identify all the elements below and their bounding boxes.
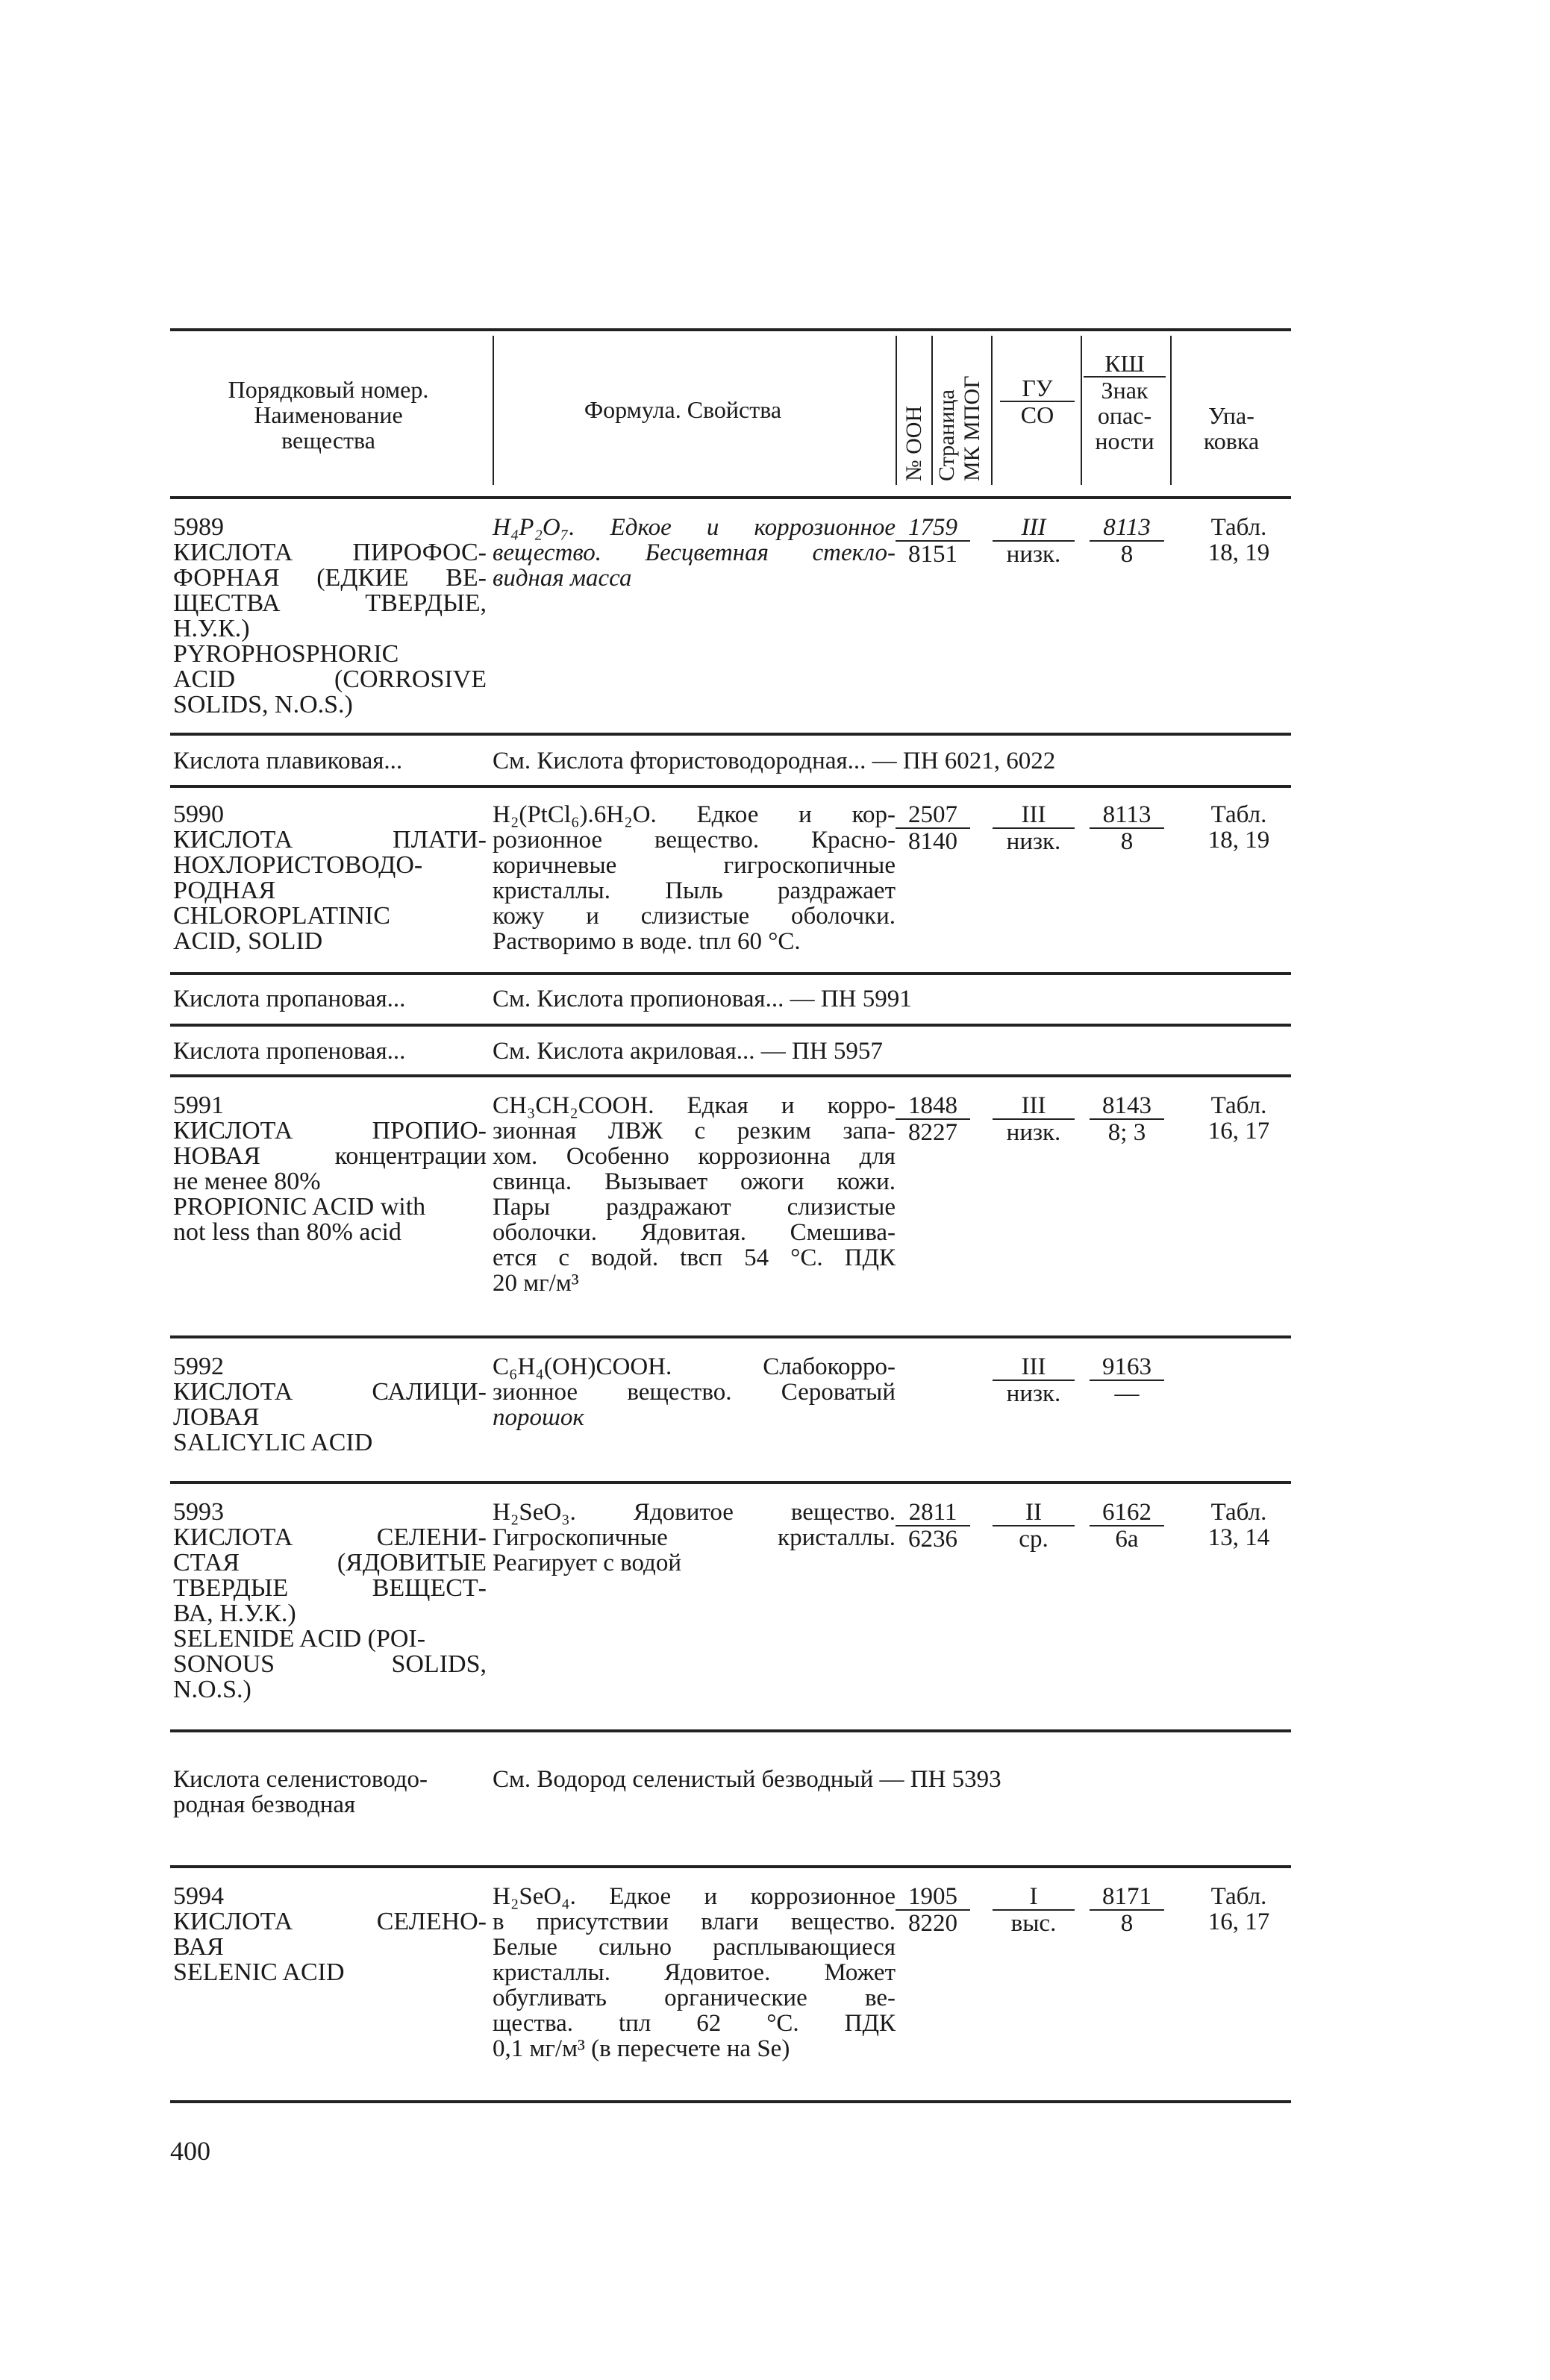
entry-name-line: SONOUS SOLIDS, xyxy=(173,1650,487,1678)
entry-name-line: РОДНАЯ xyxy=(173,877,276,904)
entry-name-line: SELENIC ACID xyxy=(173,1958,345,1986)
header-name-line: Порядковый номер. xyxy=(228,376,429,403)
header-formula-column: Формула. Свойства xyxy=(584,396,782,423)
header-top-rule xyxy=(170,328,1291,331)
entry-name-line: КИСЛОТА СЕЛЕНИ- xyxy=(173,1523,487,1551)
header-name-line: Наименование xyxy=(254,401,403,428)
danger-sign-value: 8 xyxy=(1120,1910,1134,1937)
gu-value: III xyxy=(993,802,1075,829)
entry-name-line: КИСЛОТА ПЛАТИ- xyxy=(173,826,487,854)
entry-name-line: not less than 80% acid xyxy=(173,1218,401,1246)
entry-5992-gu-co xyxy=(993,1354,1075,1406)
ksh-value: 8143 xyxy=(1090,1093,1164,1120)
entry-property-line: Гигроскопичные кристаллы. xyxy=(493,1524,896,1551)
page-number: 400 xyxy=(170,2136,210,2166)
entry-5990-name xyxy=(173,802,487,954)
header-bottom-rule xyxy=(170,496,1291,499)
page-number-ref: 8151 xyxy=(908,541,957,568)
entry-5994-name xyxy=(173,1884,487,1985)
entry-name-line: КИСЛОТА САЛИЦИ- xyxy=(173,1378,487,1406)
entry-5989-gu-co xyxy=(993,515,1075,567)
entry-property-line: H₂SeO₃. Ядовитое вещество. xyxy=(493,1499,896,1526)
xref-text: См. Кислота пропионовая... — ПН 5991 xyxy=(493,986,912,1012)
header-divider xyxy=(1170,336,1172,485)
entry-name-line: ФОРНАЯ (ЕДКИЕ ВЕ- xyxy=(173,564,487,592)
gu-value: I xyxy=(993,1884,1075,1911)
entry-5990-un-page xyxy=(896,802,970,854)
header-divider xyxy=(931,336,933,485)
xref-text: См. Кислота фтористоводородная... — ПН 6021, 6022 xyxy=(493,748,1056,774)
entry-number: 5989 xyxy=(173,513,224,541)
gu-value: III xyxy=(993,515,1075,542)
co-value: низк. xyxy=(1006,1380,1061,1407)
entry-rule xyxy=(170,1865,1291,1868)
entry-name-line: КИСЛОТА ПРОПИО- xyxy=(173,1117,487,1144)
xref-name xyxy=(173,1767,428,1817)
header-co-label: СО xyxy=(1020,401,1054,428)
entry-name-line: N.O.S.) xyxy=(173,1676,251,1703)
packaging-line: 13, 14 xyxy=(1207,1524,1270,1551)
entry-5993-properties xyxy=(493,1500,896,1576)
header-pack-line: Упа- xyxy=(1208,402,1254,429)
un-number: 1905 xyxy=(896,1884,970,1911)
entry-rule xyxy=(170,733,1291,736)
ksh-value: 6162 xyxy=(1090,1500,1164,1526)
entry-5993-packaging xyxy=(1198,1500,1280,1550)
entry-property-line: 0,1 мг/м³ (в пересчете на Se) xyxy=(493,2035,790,2062)
packaging-line: 16, 17 xyxy=(1207,1908,1270,1935)
xref-name: Кислота пропановая... xyxy=(173,986,406,1012)
entry-5989-name xyxy=(173,515,487,718)
entry-property-line: видная масса xyxy=(493,565,632,592)
header-ksh-column xyxy=(1084,351,1166,454)
header-sign-label: Знак xyxy=(1101,377,1149,404)
entry-property-line: хом. Особенно коррозионна для xyxy=(493,1143,896,1170)
entry-name-line: ЛОВАЯ xyxy=(173,1403,260,1431)
entry-property-line: в присутствии влаги вещество. xyxy=(493,1908,896,1935)
entry-rule xyxy=(170,2100,1291,2103)
entry-5994-packaging xyxy=(1198,1884,1280,1935)
header-pack-column xyxy=(1183,403,1280,454)
danger-sign-value: 8 xyxy=(1120,541,1134,568)
entry-5989-packaging xyxy=(1198,515,1280,566)
packaging-line: Табл. xyxy=(1210,1499,1267,1526)
entry-5991-un-page xyxy=(896,1093,970,1145)
danger-sign-value: 8; 3 xyxy=(1107,1119,1146,1146)
un-number: 1759 xyxy=(896,515,970,542)
entry-5989-properties xyxy=(493,515,896,591)
entry-5994-ksh-sign xyxy=(1090,1884,1164,1936)
header-name-column xyxy=(187,377,470,453)
packaging-line: Табл. xyxy=(1210,801,1267,828)
xref-name: Кислота пропеновая... xyxy=(173,1038,406,1065)
packaging-line: 18, 19 xyxy=(1207,827,1270,854)
header-divider xyxy=(493,336,494,485)
co-value: низк. xyxy=(1006,828,1061,855)
entry-property-line: 20 мг/м³ xyxy=(493,1270,579,1297)
ksh-value: 9163 xyxy=(1090,1354,1164,1381)
entry-5993-un-page xyxy=(896,1500,970,1552)
entry-name-line: КИСЛОТА СЕЛЕНО- xyxy=(173,1908,487,1935)
danger-sign-value: 6а xyxy=(1115,1526,1139,1553)
xref-name-line: Кислота селенистоводо- xyxy=(173,1766,428,1793)
entry-name-line: ВА, Н.У.К.) xyxy=(173,1600,296,1627)
header-pack-line: ковка xyxy=(1203,428,1260,454)
ksh-value: 8113 xyxy=(1090,802,1164,829)
header-divider xyxy=(896,336,897,485)
entry-5990-ksh-sign xyxy=(1090,802,1164,854)
un-number: 2811 xyxy=(896,1500,970,1526)
xref-text: См. Водород селенистый безводный — ПН 5393 xyxy=(493,1766,1001,1793)
entry-number: 5992 xyxy=(173,1353,224,1380)
entry-property-line: Растворимо в воде. tпл 60 °C. xyxy=(493,928,801,955)
page-number-ref: 8140 xyxy=(908,828,957,855)
entry-rule xyxy=(170,1481,1291,1484)
header-page-column-2: МК МПОГ xyxy=(960,375,984,481)
entry-name-line: ЩЕСТВА ТВЕРДЫЕ, xyxy=(173,589,487,617)
entry-5994-un-page xyxy=(896,1884,970,1936)
entry-5990-gu-co xyxy=(993,802,1075,854)
entry-property-line: коричневые гигроскопичные xyxy=(493,852,896,879)
header-name-line: вещества xyxy=(281,427,375,454)
entry-name-line: ТВЕРДЫЕ ВЕЩЕСТ- xyxy=(173,1574,487,1602)
entry-5993-ksh-sign xyxy=(1090,1500,1164,1552)
entry-name-line: СТАЯ (ЯДОВИТЫЕ xyxy=(173,1549,487,1576)
entry-number: 5993 xyxy=(173,1498,224,1526)
entry-5992-ksh-sign xyxy=(1090,1354,1164,1406)
entry-5994-properties xyxy=(493,1884,896,2061)
header-gu-label: ГУ xyxy=(1000,375,1075,402)
packaging-line: Табл. xyxy=(1210,1883,1267,1910)
entry-property-line: H₄P₂O₇. Едкое и коррозионное xyxy=(493,514,896,541)
entry-name-line: PROPIONIC ACID with xyxy=(173,1193,426,1221)
entry-property-line: Пары раздражают слизистые xyxy=(493,1194,896,1221)
xref-text: См. Кислота акриловая... — ПН 5957 xyxy=(493,1038,883,1065)
entry-property-line: H₂SeO₄. Едкое и коррозионное xyxy=(493,1883,896,1910)
entry-5991-packaging xyxy=(1198,1093,1280,1144)
entry-rule xyxy=(170,785,1291,788)
co-value: ср. xyxy=(1019,1526,1049,1553)
gu-value: III xyxy=(993,1354,1075,1381)
entry-property-line: щества. tпл 62 °C. ПДК xyxy=(493,2010,896,2037)
entry-property-line: кристаллы. Пыль раздражает xyxy=(493,877,896,904)
entry-5989-ksh-sign xyxy=(1090,515,1164,567)
entry-5994-gu-co xyxy=(993,1884,1075,1936)
xref-name-line: родная безводная xyxy=(173,1791,356,1818)
un-number: 2507 xyxy=(896,802,970,829)
entry-property-line: порошок xyxy=(493,1404,584,1431)
entry-property-line: кожу и слизистые оболочки. xyxy=(493,903,896,930)
entry-5992-name xyxy=(173,1354,487,1456)
entry-property-line: обугливать органические ве- xyxy=(493,1985,896,2011)
entry-number: 5991 xyxy=(173,1092,224,1119)
co-value: низк. xyxy=(1006,541,1061,568)
packaging-line: Табл. xyxy=(1210,514,1267,541)
entry-5989-un-page xyxy=(896,515,970,567)
entry-property-line: H₂(PtCl₆).6H₂O. Едкое и кор- xyxy=(493,801,896,828)
packaging-line: 18, 19 xyxy=(1207,539,1270,566)
entry-5991-properties xyxy=(493,1093,896,1296)
ksh-value: 8113 xyxy=(1090,515,1164,542)
gu-value: III xyxy=(993,1093,1075,1120)
entry-rule xyxy=(170,1335,1291,1338)
entry-name-line: НОВАЯ концентрации xyxy=(173,1142,487,1170)
entry-property-line: C₆H₄(OH)COOH. Слабокорро- xyxy=(493,1353,896,1380)
entry-property-line: Белые сильно расплывающиеся xyxy=(493,1934,896,1961)
header-sign-label: ности xyxy=(1095,428,1154,454)
danger-sign-value: 8 xyxy=(1120,828,1134,855)
entry-rule xyxy=(170,972,1291,975)
entry-name-line: SALICYLIC ACID xyxy=(173,1429,373,1456)
packaging-line: Табл. xyxy=(1210,1092,1267,1119)
entry-property-line: зионное вещество. Сероватый xyxy=(493,1379,896,1406)
entry-5991-ksh-sign xyxy=(1090,1093,1164,1145)
entry-property-line: вещество. Бесцветная стекло- xyxy=(493,539,896,566)
entry-name-line: PYROPHOSPHORIC xyxy=(173,640,399,668)
entry-name-line: НОХЛОРИСТОВОДО- xyxy=(173,851,423,879)
danger-sign-value: — xyxy=(1114,1380,1140,1407)
entry-5991-gu-co xyxy=(993,1093,1075,1145)
header-ksh-label: КШ xyxy=(1084,351,1166,378)
entry-property-line: зионная ЛВЖ с резким запа- xyxy=(493,1118,896,1144)
entry-name-line: CHLOROPLATINIC xyxy=(173,902,390,930)
entry-rule xyxy=(170,1024,1291,1027)
entry-name-line: КИСЛОТА ПИРОФОС- xyxy=(173,539,487,566)
entry-5990-packaging xyxy=(1198,802,1280,853)
entry-rule xyxy=(170,1074,1291,1077)
entry-number: 5994 xyxy=(173,1882,224,1910)
header-sign-label: опас- xyxy=(1097,402,1152,429)
header-un-column: № ООН xyxy=(901,405,926,481)
entry-property-line: оболочки. Ядовитая. Смешива- xyxy=(493,1219,896,1246)
packaging-line: 16, 17 xyxy=(1207,1118,1270,1144)
entry-name-line: ACID (CORROSIVE xyxy=(173,666,487,693)
entry-5993-name xyxy=(173,1500,487,1703)
entry-property-line: свинца. Вызывает ожоги кожи. xyxy=(493,1168,896,1195)
entry-name-line: SOLIDS, N.O.S.) xyxy=(173,691,353,718)
entry-5993-gu-co xyxy=(993,1500,1075,1552)
page-number-ref: 8227 xyxy=(908,1119,957,1146)
header-gu-column xyxy=(1000,375,1075,428)
header-page-column-1: Страница xyxy=(934,389,959,481)
entry-5990-properties xyxy=(493,802,896,954)
entry-5992-properties xyxy=(493,1354,896,1430)
entry-property-line: CH₃CH₂COOH. Едкая и корро- xyxy=(493,1092,896,1119)
header-divider xyxy=(1081,336,1082,485)
un-number: 1848 xyxy=(896,1093,970,1120)
co-value: выс. xyxy=(1010,1910,1057,1937)
gu-value: II xyxy=(993,1500,1075,1526)
entry-name-line: SELENIDE ACID (POI- xyxy=(173,1625,426,1653)
entry-5991-name xyxy=(173,1093,487,1245)
entry-name-line: не менее 80% xyxy=(173,1168,321,1195)
entry-property-line: розионное вещество. Красно- xyxy=(493,827,896,854)
header-divider xyxy=(991,336,993,485)
entry-rule xyxy=(170,1729,1291,1732)
co-value: низк. xyxy=(1006,1119,1061,1146)
entry-name-line: ВАЯ xyxy=(173,1933,224,1961)
page-number-ref: 8220 xyxy=(908,1910,957,1937)
page-number-ref: 6236 xyxy=(908,1526,957,1553)
ksh-value: 8171 xyxy=(1090,1884,1164,1911)
entry-name-line: ACID, SOLID xyxy=(173,927,323,955)
entry-name-line: Н.У.К.) xyxy=(173,615,250,642)
entry-number: 5990 xyxy=(173,801,224,828)
xref-name: Кислота плавиковая... xyxy=(173,748,403,774)
entry-property-line: ется с водой. tвсп 54 °C. ПДК xyxy=(493,1244,896,1271)
entry-property-line: кристаллы. Ядовитое. Может xyxy=(493,1959,896,1986)
entry-property-line: Реагирует с водой xyxy=(493,1550,682,1576)
